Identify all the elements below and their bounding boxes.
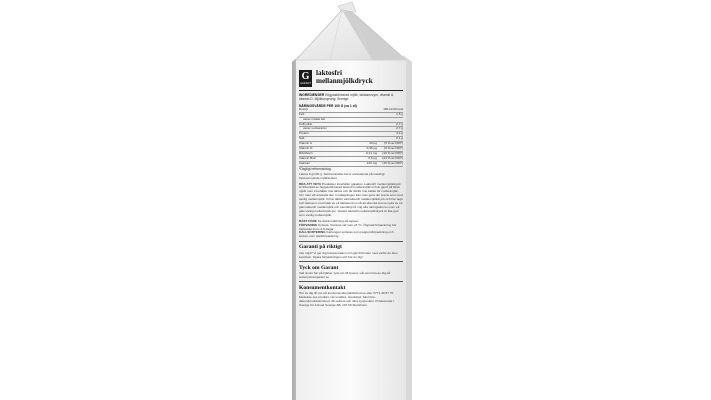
- garanti-title: Garanti på riktigt: [299, 244, 342, 251]
- forvaring: FÖRVARING Kylvara, förvaras vid max +8 °C. Öppnad förpackning bör förbrukas inom 4-5 dagar.: [299, 222, 397, 231]
- divider: [299, 241, 403, 242]
- nutrition-row: Energi 180 kJ/43 kcal: [299, 106, 403, 111]
- divider: [299, 281, 403, 282]
- tyck-text: Vad du än har på hjärtat, tyck om till lysena. Låt oss höra av dig på www.tyckomgarant.se: [299, 271, 391, 279]
- vitamin-row: Vitamin B12 0,6 µg (24 % av DRI*): [299, 155, 403, 160]
- storage-info: [299, 220, 403, 240]
- ingredients-label: INGREDIENSER: [299, 93, 325, 98]
- nutrition-row: Kolhydrat 2,7 g: [299, 121, 403, 126]
- divider: [299, 261, 403, 262]
- nutrition-row: varav sockerarter 2,7 g: [299, 127, 403, 132]
- vitamin-row: Vitamin D 0,45 µg (9 % av DRI*): [299, 146, 403, 151]
- vitamin-row: Vitamin A 40 µg (5 % av DRI*): [299, 141, 403, 146]
- bra-att-veta: [299, 183, 403, 218]
- bast-fore: BÄST FÖRE Se datummärkning på toppen.: [299, 218, 360, 223]
- garanti-text: Inte nöjd? Vi ger dig kompensation och går till botten med varför du blev besviken. Spara förpackningen och hör av dig!: [299, 250, 398, 259]
- kontakt-title: Konsumentkontakt: [299, 284, 346, 291]
- garant-logo: [299, 70, 312, 87]
- nutrition-row: Protein 3,4 g: [299, 131, 403, 136]
- bra-att-veta-text: Produkten innehåller galaktos. Laktosfri mellanmjölkdryck är tillverkad av högpastöriserad laktosfri mellanmjölk och är gjord på färsk mjölk men innehåller inte laktos och får därför inte kallas för mellanmjölk. Om man vill använda den i matlagningen kan man göra det precis som med vanlig mellanmjölk. Vi har därför valt laktosfri mellanmjölkdryck och har tagit bort laktosen med hjälp av ett laktasenzym så att alla ska kunna njuta av ett glas laktosfri mellanmjölk och samtidigt få i sig alla näringsämnen som ett glas vanlig mellanmjölk ger. Garant laktosfri mellanmjölkdryck är lika god som vanlig mellanmjölk.: [299, 181, 403, 217]
- nutrition-row: Fett 1,5 g: [299, 111, 403, 116]
- product-name-line1: laktosfri: [316, 70, 342, 77]
- vitamin-row: Kalcium 120 mg (15 % av DRI*): [299, 160, 403, 165]
- logo-letter: G: [301, 71, 310, 82]
- product-name-line2: mellanmjölkdryck: [316, 76, 373, 85]
- ingredients-text: Högpastöriserad mjölk, laktasenzym, vitamin A, vitamin D. Mjölkursprung: Sverige.: [299, 93, 395, 102]
- nutrition-title: NÄRINGSVÄRDE PER 100 G (ca 1 dl): [299, 103, 357, 108]
- nutrition-row: Salt 0,1 g: [299, 136, 403, 141]
- bra-att-veta-label: BRA ATT VETA: [299, 181, 321, 186]
- lactose-note: Laktos 0 g/100 g. Sellmenkraftet beror uteslutande på naturligt förekommande mjölksocker.: [299, 171, 385, 180]
- vitamin-row: Riboflavin 0,14 mg (10 % av DRI*): [299, 150, 403, 155]
- logo-text: GARANT: [299, 82, 312, 85]
- nutrition-table: [299, 108, 403, 171]
- nutrition-row: varav mättat fett: [299, 118, 403, 123]
- product-name: [316, 70, 373, 85]
- tyck-title: Tyck om Garant: [299, 264, 339, 271]
- carton-top-fin: [338, 2, 356, 12]
- nutrition-footnote: *Dagligt referensintag.: [299, 166, 332, 171]
- ingredients: [299, 93, 403, 101]
- divider: [299, 90, 403, 91]
- kallsortering: KÄLLSORTERING Kartongen sorteras som pappersförpackning och korken som plastförpackning.: [299, 230, 394, 239]
- brand-header: [299, 70, 403, 87]
- kontakt-text: Hör av dig till oss på konsumentkontaktforbud.se eller 0771-30 87 70. Medelete ses produkt, var umidles, streckkod, bäst före-datum/produktionskod, din adress och dina synpunkter. Producerats i Sverige för Axfood Sverige AB, 107 69 Stockholm.: [299, 291, 395, 308]
- carton-info-panel: [299, 70, 403, 400]
